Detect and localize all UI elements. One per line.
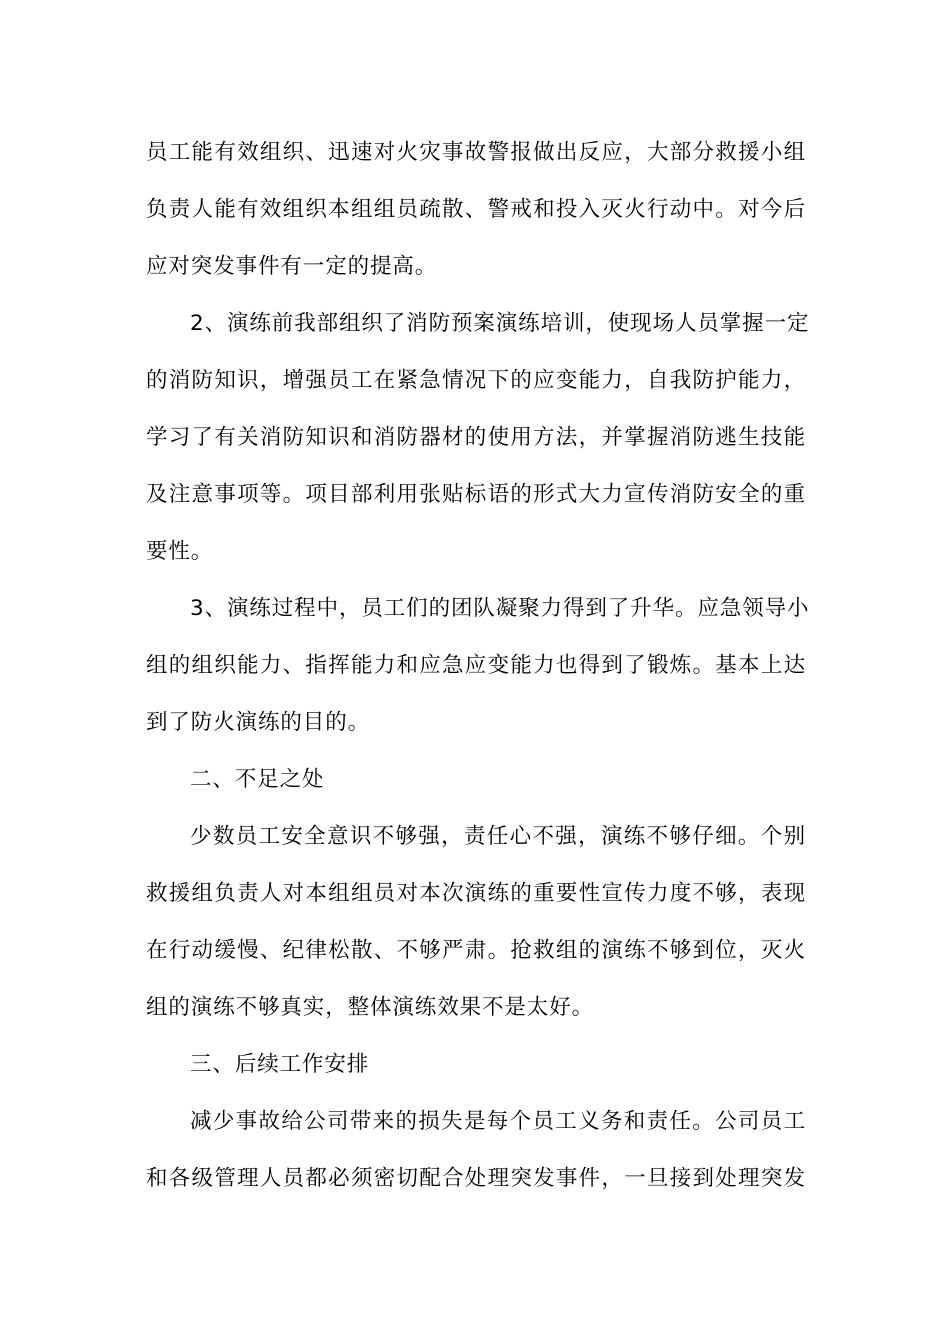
text-line-10: 组的组织能力、指挥能力和应急应变能力也得到了锻炼。基本上达	[146, 653, 806, 678]
text-line-7: 及注意事项等。项目部利用张贴标语的形式大力宣传消防安全的重	[146, 482, 806, 507]
text-line-4: 2、演练前我部组织了消防预案演练培训，使现场人员掌握一定	[190, 311, 810, 336]
text-line-8: 要性。	[146, 539, 214, 564]
section-heading-shortcomings: 二、不足之处	[190, 767, 325, 792]
text-line-11: 到了防火演练的目的。	[146, 710, 371, 735]
text-line-15: 在行动缓慢、纪律松散、不够严肃。抢救组的演练不够到位，灭火	[146, 938, 806, 963]
text-line-16: 组的演练不够真实，整体演练效果不是太好。	[146, 995, 595, 1020]
text-line-19: 和各级管理人员都必须密切配合处理突发事件，一旦接到处理突发	[146, 1166, 806, 1191]
text-line-14: 救援组负责人对本组组员对本次演练的重要性宣传力度不够，表现	[146, 881, 806, 906]
text-line-9: 3、演练过程中，员工们的团队凝聚力得到了升华。应急领导小	[190, 596, 810, 621]
text-line-3: 应对突发事件有一定的提高。	[146, 254, 438, 279]
text-line-1: 员工能有效组织、迅速对火灾事故警报做出反应，大部分救援小组	[146, 140, 806, 165]
section-heading-follow-up: 三、后续工作安排	[190, 1052, 370, 1077]
text-line-5: 的消防知识，增强员工在紧急情况下的应变能力，自我防护能力，	[146, 368, 806, 393]
text-line-13: 少数员工安全意识不够强，责任心不强，演练不够仔细。个别	[190, 824, 806, 849]
text-line-6: 学习了有关消防知识和消防器材的使用方法，并掌握消防逃生技能	[146, 425, 806, 450]
text-line-2: 负责人能有效组织本组组员疏散、警戒和投入灭火行动中。对今后	[146, 197, 806, 222]
text-line-18: 减少事故给公司带来的损失是每个员工义务和责任。公司员工	[190, 1109, 806, 1134]
